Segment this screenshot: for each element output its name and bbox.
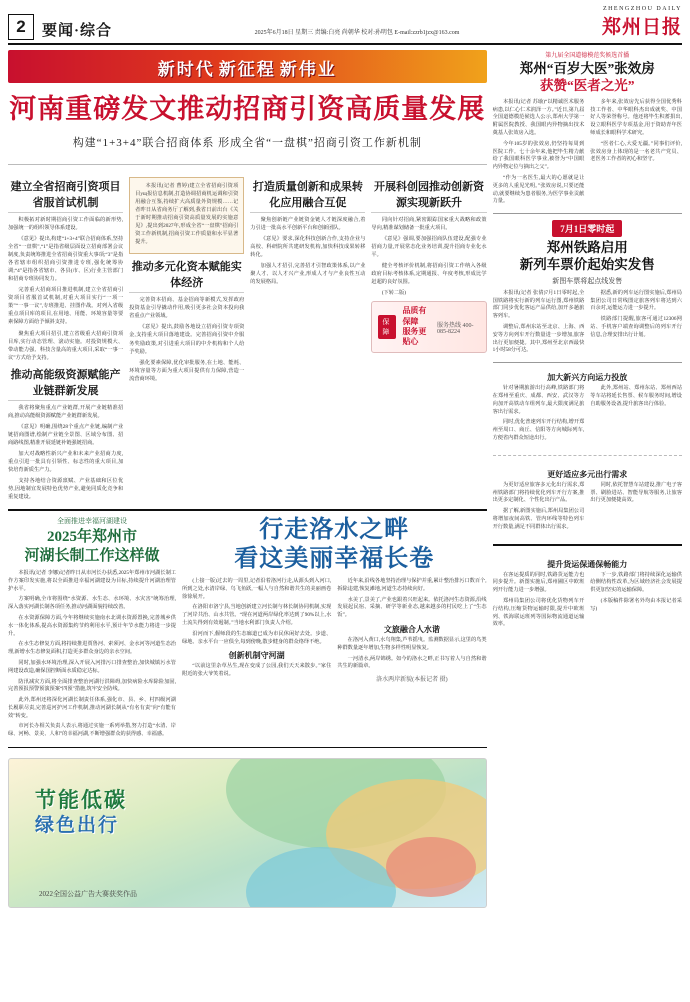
- publish-info: 2025年6月18日 星期三 责编:白亮 尚朝华 校对:孙明包 E-mail:zzrb1jzx@163.com: [254, 30, 460, 36]
- service-ad-text: [402, 306, 431, 348]
- article-column-1: [8, 174, 123, 505]
- right-zone: [493, 50, 682, 1002]
- paragraph: 健全考核评价机制,将招商引资工作纳入各级政府目标考核体系,定期通报、年度考核,形成比学赶超的良好氛围。: [371, 263, 487, 286]
- banner-slogan-1: 新时代: [157, 60, 215, 79]
- paragraph: 郑州局集团公司将优化货物列车开行结构,压缩货物运输时限,提升中欧班列、铁海联运班列等国际物流通道运输效率。: [492, 597, 585, 628]
- paragraph: 在客运提质的同时,铁路货运能力也同步提升。新图实施后,郑州圃区中欧班列开行能力进一步增强。: [492, 571, 585, 594]
- service-ad-badge: 保障: [378, 315, 396, 339]
- banner-slogan-2: 新征程: [218, 60, 276, 79]
- paragraph: “以前这里杂草丛生,现在变成了公园,我们天天来散步。”家住附近的张大爷笑着说。: [182, 663, 332, 678]
- right-article-1-title-line2: 获赞“医者之光”: [540, 77, 635, 93]
- right-article-2: [493, 219, 682, 363]
- paragraph: (上接一版)过去的一周里,记者沿着洛河行走,从源头到入河口,所到之处,水清岸绿、鸟飞鱼跃,一幅人与自然和谐共生的美丽画卷徐徐展开。: [182, 578, 332, 600]
- public-service-ad: [8, 758, 487, 908]
- paragraph: 此外,郑州还将深化河湖长制责任体系,强化市、县、乡、村四级河湖长履职尽责,完善巡河护河工作机制,推动河湖长制从“有名有责”向“有能有效”转变。: [8, 697, 176, 719]
- banner-slogan-3: 新伟业: [279, 60, 337, 79]
- paragraph: 同向针对招商,紧密跟踪国家重大战略和政策导向,精准谋划储备一批重大项目。: [371, 216, 487, 231]
- divider: [493, 455, 682, 456]
- right-article-2-sub: 新图车票将起点线发售: [552, 276, 623, 285]
- paragraph: 加大对战略性新兴产业和未来产业招商力度,重点引进一批具有引领性、标志性的重大项目,加快培育新质生产力。: [8, 451, 124, 474]
- service-ad-line1: 品质有保障: [402, 306, 427, 326]
- paragraph: 在洛阳市洛宁县,当地创新建立河长制与林长制协同机制,实现了河岸共治、山水共管。“现在河道两岸绿化率达到了90%以上,水土流失得到有效遏制。”当地水利部门负责人介绍。: [182, 604, 332, 627]
- paragraph: 多年来,张效房先后获得全国优秀科技工作者、中华眼科杰出成就奖、中国好人等荣誉称号。他还将毕生积蓄捐出,设立眼科医学专项基金,用于资助青年医师成长和眼科学术研究。: [590, 98, 682, 136]
- service-ad-line2: 服务更贴心: [402, 327, 427, 347]
- paragraph: “医者仁心,大爱无疆。”同事们评价,张效房身上体现的是一名老共产党员、老医务工作者的初心和坚守。: [590, 140, 682, 163]
- paragraph: 聚焦重大项目招引,建立省级重大招商引资项目库,实行动态管理、滚动实施。对投资规模大、带动能力强、科技含量高的重大项目,采取“一事一议”方式给予支持。: [8, 330, 124, 361]
- paragraph: 防汛减灾方面,将全面排查整治河湖行洪障碍,加快病险水库除险加固,完善预报预警预演预案“四预”措施,筑牢安全防线。: [8, 678, 176, 693]
- right-article-3-title: 加大新兴方向运力投放: [547, 373, 628, 383]
- right-article-5-title: 提升货运保通保畅能力: [547, 559, 628, 569]
- paragraph: 《意见》提出,鼓励各地设立招商引资专项资金,支持重大项目落地建设。完善招商引资中介服务奖励政策,对引进重大项目的中介机构和个人给予奖励。: [129, 324, 245, 355]
- right-article-1: [493, 50, 682, 214]
- article-columns: [8, 174, 487, 505]
- paragraph: 针对暑期旅游出行高峰,铁路部门将在郑州至重庆、成都、西安、武汉等方向加开高铁动车组列车,最大限度满足旅客出行需求。: [492, 385, 585, 415]
- paragraph: 积极拓对新时期招商引资工作面临的新形势,加强统一的组织领导体系建设。: [8, 216, 124, 231]
- masthead-logo: 郑州日报: [601, 17, 682, 38]
- paragraph: 方案明确,全市将围绕“水资源、水生态、水环境、水灾害”统筹治理,深入落实河湖长制各项任务,推动河湖面貌持续改善。: [8, 596, 176, 611]
- feature-right-col-2: [337, 578, 486, 683]
- paragraph: “作为一名医生,最大的心愿就是让更多的人重见光明。”张效房说,只要还能动,就要继续为患者服务,为医学事业贡献力量。: [492, 174, 585, 205]
- feature-left-title-line2: 河湖长制工作这样做: [24, 548, 160, 565]
- paragraph: 完善资本招商、基金招商等新模式,发挥政府投资基金引导撬动作用,吸引更多社会资本投向我省重点产业领域。: [129, 297, 245, 320]
- left-zone: [8, 50, 487, 1002]
- right-article-1-title-line1: 郑州“百岁大医”张效房: [519, 61, 655, 76]
- paragraph: 《意见》强调,要加强招商队伍建设,配强专业招商力量,开展常态化业务培训,提升招商专业化水平。: [371, 235, 487, 258]
- right-article-2-title-line1: 郑州铁路启用: [546, 240, 628, 256]
- campaign-banner: [8, 50, 487, 83]
- paragraph: 聚焦创新链产业链资金链人才链深度融合,着力引进一批高水平创新平台和创新团队。: [250, 216, 366, 231]
- paragraph: 《意见》要求,深化科技创新合作,支持企业与高校、科研院所共建研发机构,加快科技成果转移转化。: [250, 235, 366, 258]
- paragraph: 在洛河入黄口,水鸟翔集,芦苇摇曳。监测数据显示,这里的鸟类种群数量逐年增加,生物多样性明显恢复。: [337, 637, 487, 651]
- paragraph: 沿河而下,偃师段的生态廊道已成为市民休闲好去处。步道、绿地、亲水平台一应俱全,每到傍晚,散步健身的群众络绎不绝。: [182, 630, 332, 645]
- lede-text: 本报讯(记者 曹婷)建立全省招商引资项目ущ报信息机制,打造协调招商机运调和引资用融合互鉴,持续扩大高质量外资规模……记者昨日从省商务厅了解到,我省日前出台《关于新时期推动招商引资高质量发展的实施意见》,提出到2027年,形成全省“一盘棋”招商引资工作新机制,招商引资工作质量和水平显著提升。: [135, 182, 239, 246]
- main-headline: 河南重磅发文推动招商引资高质量发展: [9, 94, 486, 124]
- feature-left: [8, 516, 176, 742]
- feature-left-title: [8, 528, 176, 566]
- paragraph: 铁路部门提醒,旅客可通过12306网站、手机客户端查询调整后的列车开行信息,合理安排出行计划。: [590, 316, 682, 338]
- right-article-4-title: 更好适应多元出行需求: [547, 469, 628, 479]
- paragraph: 同时,优化普速列车开行结构,增开郑州至周口、商丘、信阳等方向城际列车,方便省内群众短途出行。: [492, 419, 585, 442]
- paragraph: 市河长办相关负责人表示,将通过实施一系列举措,努力打造“水清、岸绿、河畅、景美、人和”的幸福河湖,不断增强群众的获得感、幸福感。: [8, 723, 176, 738]
- paragraph: 近年来,沿线各地坚持治理与保护并重,累计整治排污口数百个,拆除违建,恢复滩地,河道生态持续向好。: [337, 578, 487, 592]
- article-column-4: [371, 174, 486, 505]
- right-article-4: [493, 465, 682, 535]
- photo-caption: 洛水两岸新貌(本报记者 摄): [376, 677, 448, 684]
- feature-right: [182, 516, 487, 742]
- paragraph: 下一步,铁路部门将持续深化运输供给侧结构性改革,为区域经济社会发展提供更加坚实的运输保障。: [590, 571, 682, 594]
- article-column-2: [129, 174, 244, 505]
- feature-right-title-line2: 看这美丽幸福长卷: [234, 546, 435, 573]
- ad-slogan-bottom: 绿色出行: [35, 815, 120, 837]
- section-title: 要闻·综合: [42, 23, 113, 39]
- masthead: [8, 6, 682, 45]
- paragraph: 此外,郑州站、郑州东站、郑州西站等车站将延长售票、候车服务时间,增设自助服务设备,提升旅客出行体验。: [590, 385, 682, 407]
- paragraph: 调整后,郑州东站至北京、上海、西安等方向列车开行数量进一步增加,旅客出行更加便捷。其中,郑州至北京西最快1小时58分可达。: [492, 324, 585, 354]
- paragraph: 完善重大招商项目推进机制,建立全省招商引资项目省服首试机制,对重大项目实行“一项一策”“一事一议”,专班推进、挂图作战。对列入省级重点项目库的项目,在用地、用能、环境容量等要素保障方面给予倾斜支持。: [8, 287, 124, 326]
- paragraph: (本版稿件除署名外均由本报记者采写): [590, 597, 682, 612]
- paragraph: 支持各地结合资源禀赋、产业基础和区位优势,因地制宜发展特色优势产业,避免同质化竞争和重复建设。: [8, 478, 124, 501]
- paragraph: (下转二版): [381, 290, 407, 297]
- paragraph: 为更好适应旅客多元化出行需求,郑州铁路部门将持续优化列车开行方案,推出更多定制化、个性化出行产品。: [492, 481, 585, 504]
- feature-right-subhead-2: 文旅融合人水谐: [383, 625, 440, 635]
- service-ad-hotline: 服务热线 400-085-8224: [437, 322, 474, 335]
- divider: [8, 164, 487, 165]
- feature-band: [8, 509, 487, 748]
- feature-right-subhead-1: 创新机制守河湖: [228, 651, 285, 661]
- right-article-2-title: [493, 240, 682, 274]
- article-column-3: [250, 174, 365, 505]
- article-title: 建立全省招商引资项目省服首试机制: [8, 178, 123, 213]
- right-article-1-title: [493, 61, 682, 95]
- paragraph: 在水生态修复方面,将持续推进贾鲁河、索须河、金水河等河道生态治理,新增水生态修复面积,打造更多群众身边的亲水空间。: [8, 641, 176, 656]
- divider: [493, 544, 682, 546]
- paragraph: 本报讯(记者 苏瑜)“以精诚医术服务病患,以仁心仁术润泽一方。”近日,第九届全国道德模范候选人公示,郑州大学第一附属医院教授、我国眼内异物摘出技术奠基人张效房入选。: [492, 98, 585, 136]
- masthead-english: ZHENGZHOU DAILY: [602, 6, 682, 12]
- article-title: 打造质量创新和成果转化应用融合互促: [250, 178, 365, 213]
- right-article-5: [493, 555, 682, 633]
- paragraph: 今年105岁的张效房,仍坚持每周到医院工作。七十余年来,他把毕生精力献给了我国眼科医学事业,被誉为“中国眼内异物定位与摘出之父”。: [492, 140, 585, 171]
- masthead-brand: [602, 6, 682, 40]
- paragraph: 《意见》提出,构建“1+3+4”联合招商体系,坚持全省“一盘棋”,“1”是指省级层面设立招商部署会议制度,负责统筹推进全省招商引资重大事项;“3”是指各省辖市组织招商引资推进专班,强化统筹协调;“4”是指各省辖市、各县(市、区)行业主管部门和招商专班协同发力。: [8, 235, 124, 283]
- paragraph: 加强人才招引,完善招才引智政策体系,以产业聚人才、以人才兴产业,形成人才与产业良性互动的发展格局。: [250, 263, 366, 286]
- feature-right-col-1: [182, 578, 331, 683]
- article-title: 推动多元化资本赋能实体经济: [129, 258, 244, 293]
- main-subhead: 构建“1+3+4”联合招商体系 形成全省“一盘棋”招商引资工作新机制: [72, 136, 422, 149]
- ad-footer: 2022全国公益广告大赛获奖作品: [39, 890, 137, 899]
- paragraph: 我省将聚焦重点产业链群,开展产业链精准招商,推动高能级资源赋能产业链群新发展。: [8, 404, 124, 419]
- date-badge: 7月1日零时起: [552, 220, 622, 237]
- service-ad[interactable]: [371, 301, 486, 353]
- page-number: 2: [8, 14, 34, 40]
- article-title: 推动高能级资源赋能产业链群新发展: [8, 366, 123, 401]
- paragraph: 在水资源保障方面,今年将继续实施南水北调水资源置换,完善城乡供水一体化体系,提高水资源集约节约利用水平,预计年节水能力将进一步提升。: [8, 614, 176, 637]
- paragraph: 水美了,景美了,产业也跟着兴旺起来。依托洛河生态资源,沿线发展起民宿、采摘、研学等新业态,越来越多的村民吃上了“生态饭”。: [337, 596, 487, 619]
- right-article-1-kicker: 第九届全国道德模范奖候选首播: [545, 53, 630, 59]
- paragraph: 强化要素保障,优化审批服务,在土地、能耗、环境容量等方面为重大项目提供有力保障,营造一流营商环境。: [129, 359, 245, 382]
- paragraph: 据了解,新图实施后,郑州局集团公司将增加夜间高铁、管内环线等特色列车开行数量,满足不同群体出行需求。: [492, 508, 585, 530]
- feature-left-kicker: 全面推进幸福河湖建设: [57, 517, 127, 526]
- ad-slogan: [35, 787, 127, 839]
- lede-box: [129, 177, 244, 255]
- paragraph: 一河清水,两岸锦绣。如今的洛水之畔,正书写着人与自然和谐共生的新篇章。: [337, 655, 487, 670]
- paragraph: 本报讯(记者 张倩)7月1日零时起,全国铁路将实行新的列车运行图,郑州铁路部门同步优化客运产品供给,加开多趟旅客列车。: [492, 289, 585, 320]
- feature-right-title-line1: 行走洛水之畔: [259, 517, 410, 544]
- feature-left-title-line1: 2025年郑州市: [46, 529, 137, 546]
- paragraph: 同时,依托智慧车站建设,推广电子客票、刷脸进站、智能导航等服务,让旅客出行更加便捷高效。: [590, 481, 682, 504]
- right-article-3: [493, 368, 682, 446]
- feature-right-title: [182, 516, 487, 574]
- right-article-2-title-line2: 新列车票价起始实发售: [519, 256, 655, 272]
- ad-slogan-top: 节能低碳: [35, 788, 127, 813]
- paragraph: 据悉,新的列车运行图实施后,郑州局集团公司日常线图定旅客列车将达到六百余对,运能运力进一步提升。: [590, 289, 682, 312]
- paragraph: 本报讯(记者 李娜)记者昨日从市河长办获悉,2025年郑州市河湖长制工作方案印发实施,将以全面推进幸福河湖建设为目标,持续提升河湖治理管护水平。: [8, 569, 176, 592]
- article-title: 开展科创园推动创新资源实现新跃升: [371, 178, 486, 213]
- paragraph: 同时,加强水环境治理,深入开展入河排污口排查整治,加快城镇污水管网建设改造,确保国控断面水质稳定达标。: [8, 659, 176, 674]
- paragraph: 《意见》明确,围绕28个重点产业链,编制产业链招商图谱,绘制产业链全景图、区域分布图、招商路线图,精准开展延链补链强链招商。: [8, 423, 124, 446]
